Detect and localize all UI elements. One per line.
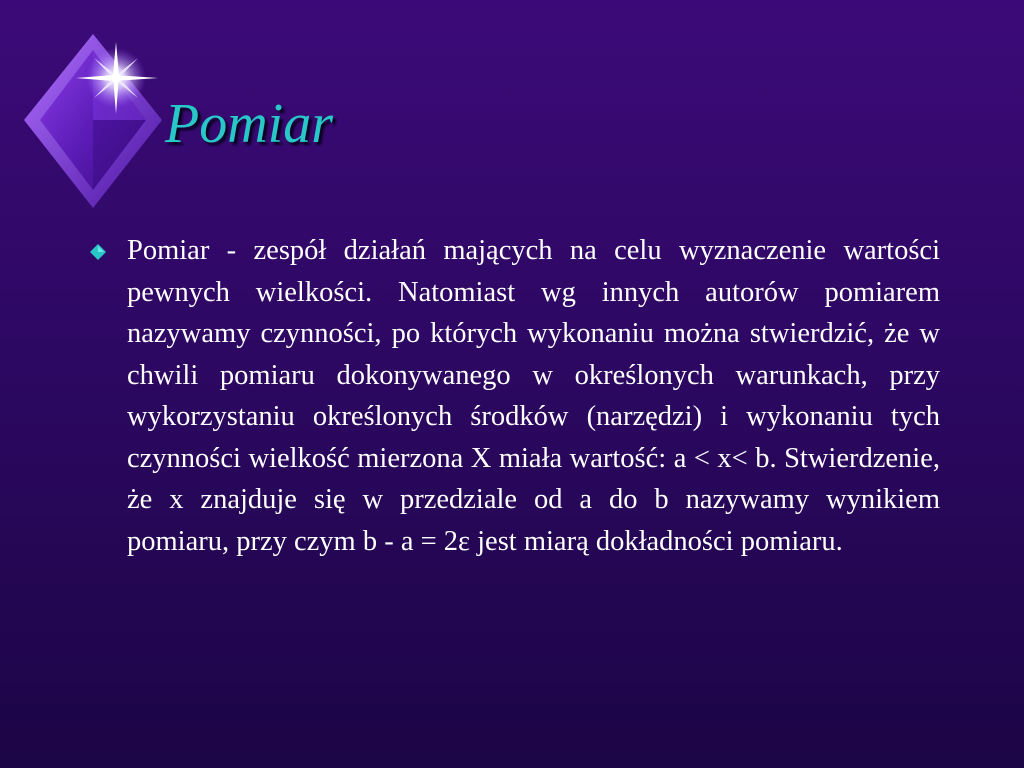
slide-content	[90, 230, 940, 562]
diamond-bullet-icon	[90, 244, 106, 260]
slide-title: Pomiar	[165, 93, 333, 155]
bullet-text: Pomiar - zespół działań mających na celu wyznaczenie wartości pewnych wielkości. Natomiast wg innych autorów pomiarem nazywamy czynności, po których wykonaniu można stwierdzić, że w chwili pomiaru dokonywanego w określonych warunkach, przy wykorzystaniu określonych środków (narzędzi) i wykonaniu tych czynności wielkość mierzona X miała wartość: a < x< b. Stwierdzenie, że x znajduje się w przedziale od a do b nazywamy wynikiem pomiaru, przy czym b - a = 2ε jest miarą dokładności pomiaru.	[127, 235, 940, 557]
diamond-star-icon	[18, 28, 168, 213]
bullet-item	[90, 230, 940, 562]
